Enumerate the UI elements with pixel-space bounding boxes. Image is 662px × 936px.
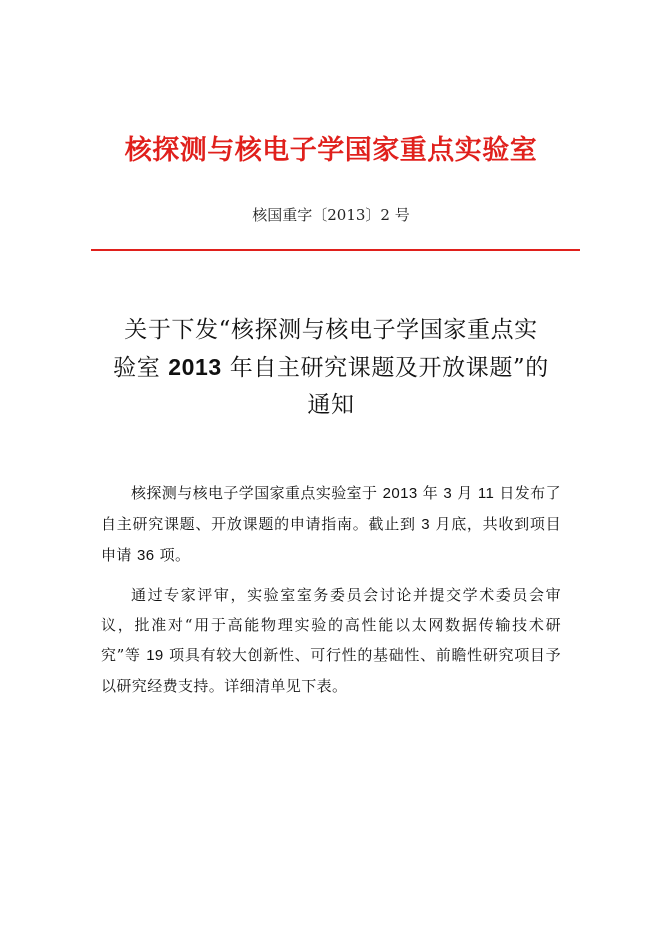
notice-title-line-1: 关于下发“核探测与核电子学国家重点实 [124,317,538,343]
document-number: 核国重字〔2013〕2 号 [252,206,410,224]
p1-text-4: 日发布了自主研究课题、开放课题的申请指南。截止到 [101,484,561,533]
p1-day: 11 [477,485,495,502]
notice-title-year: 2013 [168,354,222,380]
p1-year: 2013 [382,485,418,502]
p1-text-2: 年 [417,484,444,502]
p2-text-1: 通过专家评审，实验室室务委员会讨论并提交学术委员会审议，批准对“用于高能物理实验的高性能以太网数据传输技术研究”等 [101,586,561,664]
p1-deadline-month: 3 [421,516,430,533]
organization-header: 核探测与核电子学国家重点实验室 [124,135,538,166]
p1-month: 3 [443,485,453,502]
p2-count: 19 [146,647,164,664]
notice-title [95,312,567,424]
notice-title-line-2 [95,349,567,387]
p1-text-6: 项。 [154,546,191,564]
notice-title-line-2-pre: 验室 [113,355,169,381]
notice-title-line-3: 通知 [307,392,355,418]
red-divider-line [91,249,580,251]
p2-text-2: 项具有较大创新性、可行性的基础性、前瞻性研究项目予以研究经费支持。详细清单见下表。 [101,646,561,695]
p1-count: 36 [136,547,155,564]
p1-text-3: 月 [452,484,478,502]
p1-text-5: 月底，共收到项目申请 [101,515,561,564]
notice-title-line-2-post: 年自主研究课题及开放课题”的 [221,355,549,381]
paragraph-1 [101,478,561,571]
p1-text-1: 核探测与核电子学国家重点实验室于 [131,484,383,502]
notice-body [101,478,561,710]
paragraph-2 [101,580,561,701]
